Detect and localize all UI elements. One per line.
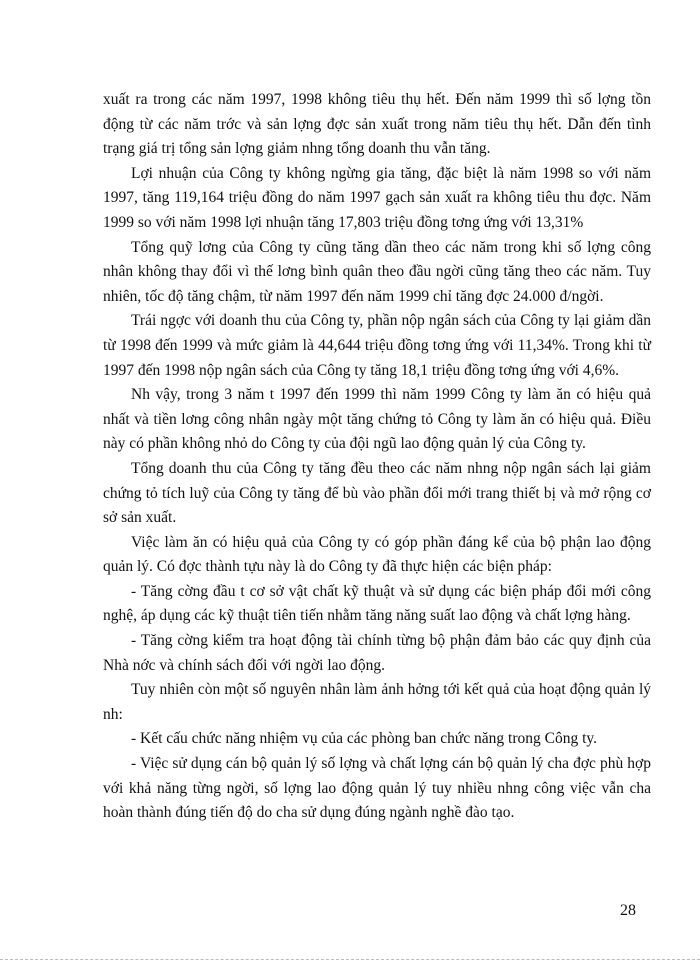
page-number: 28 [620, 902, 636, 919]
list-item-measure-1: - Tăng cờng đầu t cơ sở vật chất kỹ thuật và sử dụng các biện pháp đổi mới công nghệ, áp dụng các kỹ thuật tiên tiến nhằm tăng năng suất lao động và chất lợng hàng. [103, 582, 651, 625]
paragraph-salary-fund: Tổng quỹ lơng của Công ty cũng tăng dần theo các năm trong khi số lợng công nhân không thay đổi vì thế lơng bình quân theo đầu ngời cũng tăng theo các năm. Tuy nhiên, tốc độ tăng chậm, từ năm 1997 đến năm 1999 chỉ tăng đợc 24.000 đ/ngời. [103, 238, 651, 305]
body-text [103, 88, 651, 826]
list-item-measure-2: - Tăng cờng kiểm tra hoạt động tài chính từng bộ phận đảm bảo các quy định của Nhà nớc và chính sách đối với ngời lao động. [103, 632, 651, 674]
paragraph-budget: Trái ngợc với doanh thu của Công ty, phần nộp ngân sách của Công ty lại giảm dần từ 1998 đến 1999 và mức giảm là 44,644 triệu đồng tơng ứng với 11,34%. Trong khi từ 1997 đến 1998 nộp ngân sách của Công ty tăng 18,1 triệu đồng tơng ứng với 4,6%. [103, 312, 651, 379]
paragraph-profit: Lợi nhuận của Công ty không ngừng gia tăng, đặc biệt là năm 1998 so với năm 1997, tăng 119,164 triệu đồng do năm 1997 gạch sản xuất ra không tiêu thu đợc. Năm 1999 so với năm 1998 lợi nhuận tăng 17,803 triệu đồng tơng ứng với 13,31% [103, 164, 651, 231]
paragraph-measures-intro: Việc làm ăn có hiệu quả của Công ty có góp phần đáng kể của bộ phận lao động quản lý. Có đợc thành tựu này là do Công ty đã thực hiện các biện pháp: [103, 533, 651, 576]
paragraph-causes-intro: Tuy nhiên còn một số nguyên nhân làm ảnh hởng tới kết quả của hoạt động quản lý nh: [103, 681, 651, 723]
paragraph-continuation: xuất ra trong các năm 1997, 1998 không tiêu thụ hết. Đến năm 1999 thì số lợng tồn động từ các năm trớc và sản lợng đợc sản xuất trong năm tiêu thụ hết. Dẫn đến tình trạng giá trị tổng sản lợng giảm nhng tổng doanh thu vẫn tăng. [103, 91, 651, 158]
paragraph-efficiency: Nh vậy, trong 3 năm t 1997 đến 1999 thì năm 1999 Công ty làm ăn có hiệu quả nhất và tiền lơng công nhân ngày một tăng chứng tỏ Công ty làm ăn có hiệu quả. Điều này có phần không nhỏ do Công ty của đội ngũ lao động quản lý của Công ty. [103, 386, 651, 453]
list-item-cause-1: - Kết cấu chức năng nhiệm vụ của các phòng ban chức năng trong Công ty. [131, 730, 598, 748]
list-item-cause-2: - Việc sử dụng cán bộ quản lý số lợng và chất lợng cán bộ quản lý cha đợc phù hợp với khả năng từng ngời, số lợng lao động quản lý tuy nhiều nhng công việc vẫn cha hoàn thành đúng tiến độ do cha sử dụng đúng ngành nghề đào tạo. [103, 755, 651, 822]
paragraph-revenue: Tổng doanh thu của Công ty tăng đều theo các năm nhng nộp ngân sách lại giảm chứng tỏ tích luỹ của Công ty tăng để bù vào phần đổi mới trang thiết bị và mở rộng cơ sở sản xuất. [103, 459, 651, 527]
